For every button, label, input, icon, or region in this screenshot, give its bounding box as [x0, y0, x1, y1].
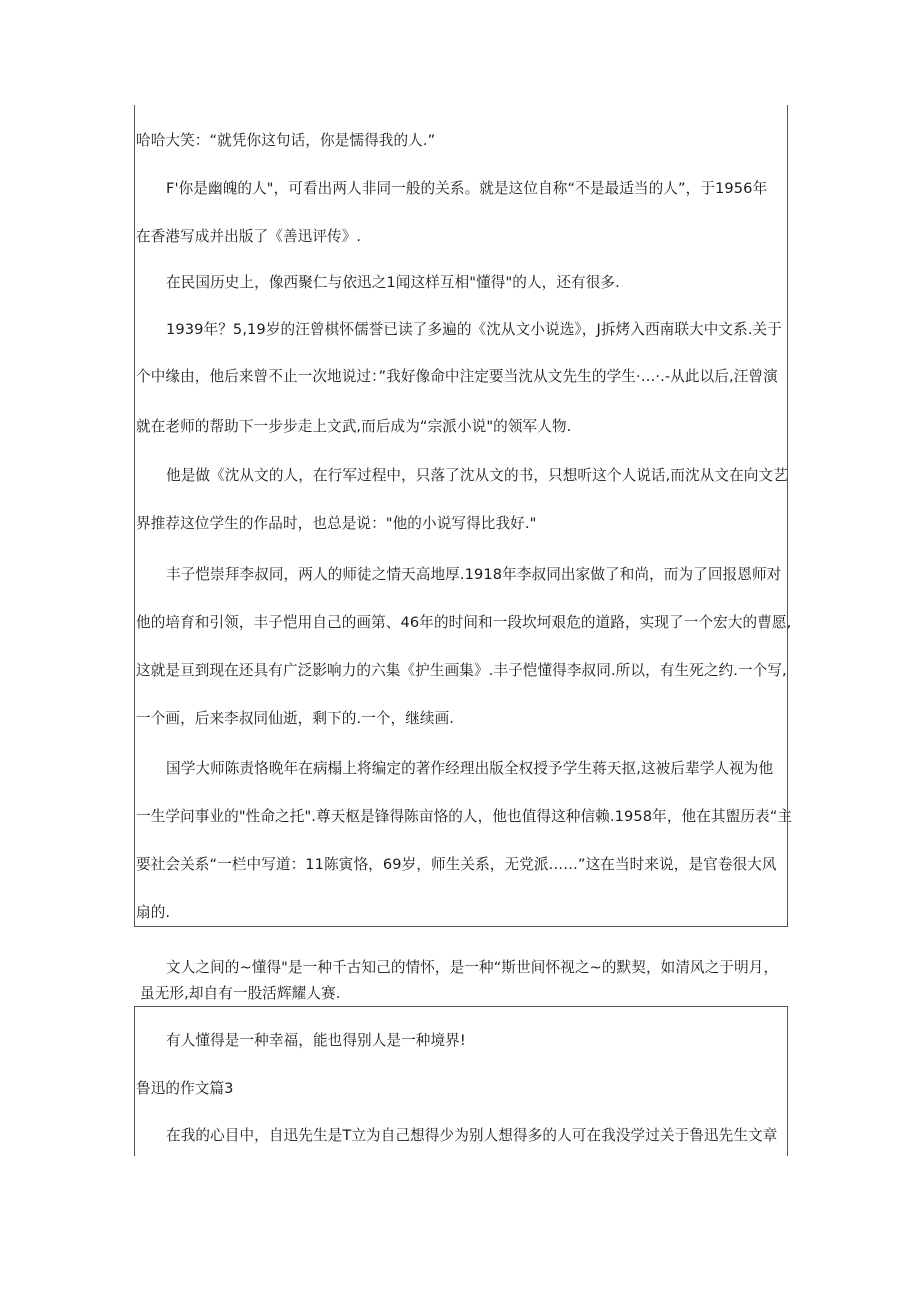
paragraph-line: 扇的. — [136, 904, 171, 921]
paragraph-line: 要社会关系“一栏中写道：11陈寅恪，69岁，师生关系，无党派……”这在当时来说，是官卷很大风 — [136, 856, 777, 873]
paragraph-line: 国学大师陈责恪晚年在病榻上将编定的著作经理出版全权授予学生蒋天抠,这被后辈学人视为他 — [166, 760, 774, 777]
paragraph-line: 虽无形,却自有一股活辉耀人赛. — [140, 985, 341, 1002]
section-heading: 鲁迅的作文篇3 — [136, 1080, 234, 1097]
paragraph-line: 丰子恺崇拜李叔同，两人的师徒之情天高地厚.1918年李叔同出家做了和尚，而为了回报恩师对 — [166, 566, 782, 583]
paragraph-line: 他是做《沈从文的人，在行军过程中，只落了沈从文的书，只想听这个人说话,而沈从文在向文艺 — [166, 467, 788, 484]
paragraph-line: 文人之间的~懂得"是一种千古知己的情怀，是一种“斯世间怀视之~的默契，如清风之于明月， — [166, 959, 779, 976]
paragraph-line: 有人懂得是一种幸福，能也得别人是一种境界! — [166, 1032, 466, 1049]
paragraph-line: 他的培育和引领，丰子恺用自己的画第、46年的时间和一段坎坷艰危的道路，实现了一个宏大的曹愿, — [136, 614, 792, 631]
paragraph-line: 1939年？5,19岁的汪曾棋怀儒誉已读了多遍的《沈从文小说选》，J拆烤入西南联大中文系.关于 — [166, 321, 782, 338]
paragraph-line: 这就是亘到现在还具有广泛影响力的六集《护生画集》.丰子恺懂得李叔同.所以，有生死之约.一个写, — [136, 662, 787, 679]
paragraph-line: 在民国历史上，像西聚仁与依迅之1闻这样互相"懂得"的人，还有很多. — [166, 274, 620, 291]
paragraph-line: 个中缘由，他后来曾不止一次地说过：”我好像命中注定要当沈从文先生的学生·…·.-从此以后,汪曾演 — [136, 368, 778, 385]
paragraph-line: 就在老师的帮助下一步步走上文武,而后成为“宗派小说"的领军人物. — [136, 418, 572, 435]
paragraph-line: 在香港写成并出版了《善迅评传》. — [136, 228, 362, 245]
paragraph-line: 哈哈大笑：“就凭你这句话，你是懦得我的人.” — [136, 132, 436, 149]
paragraph-line: 界推荐这位学生的作品时，也总是说："他的小说写得比我好." — [136, 515, 537, 532]
paragraph-line: 一生学问事业的"性命之托".尊天枢是锋得陈亩恪的人，他也值得这种信赖.1958年，他在其盥历表“主 — [136, 808, 793, 825]
paragraph-line: 在我的心目中，自迅先生是T立为自己想得少为别人想得多的人可在我没学过关于鲁迅先生文章 — [166, 1127, 778, 1144]
paragraph-line: 一个画，后来李叔同仙逝，剩下的.一个，继续画. — [136, 710, 455, 727]
paragraph-line: F'你是幽魄的人"，可看出两人非同一般的关系。就是这位自称“不是最适当的人”，于1956年 — [166, 180, 768, 197]
